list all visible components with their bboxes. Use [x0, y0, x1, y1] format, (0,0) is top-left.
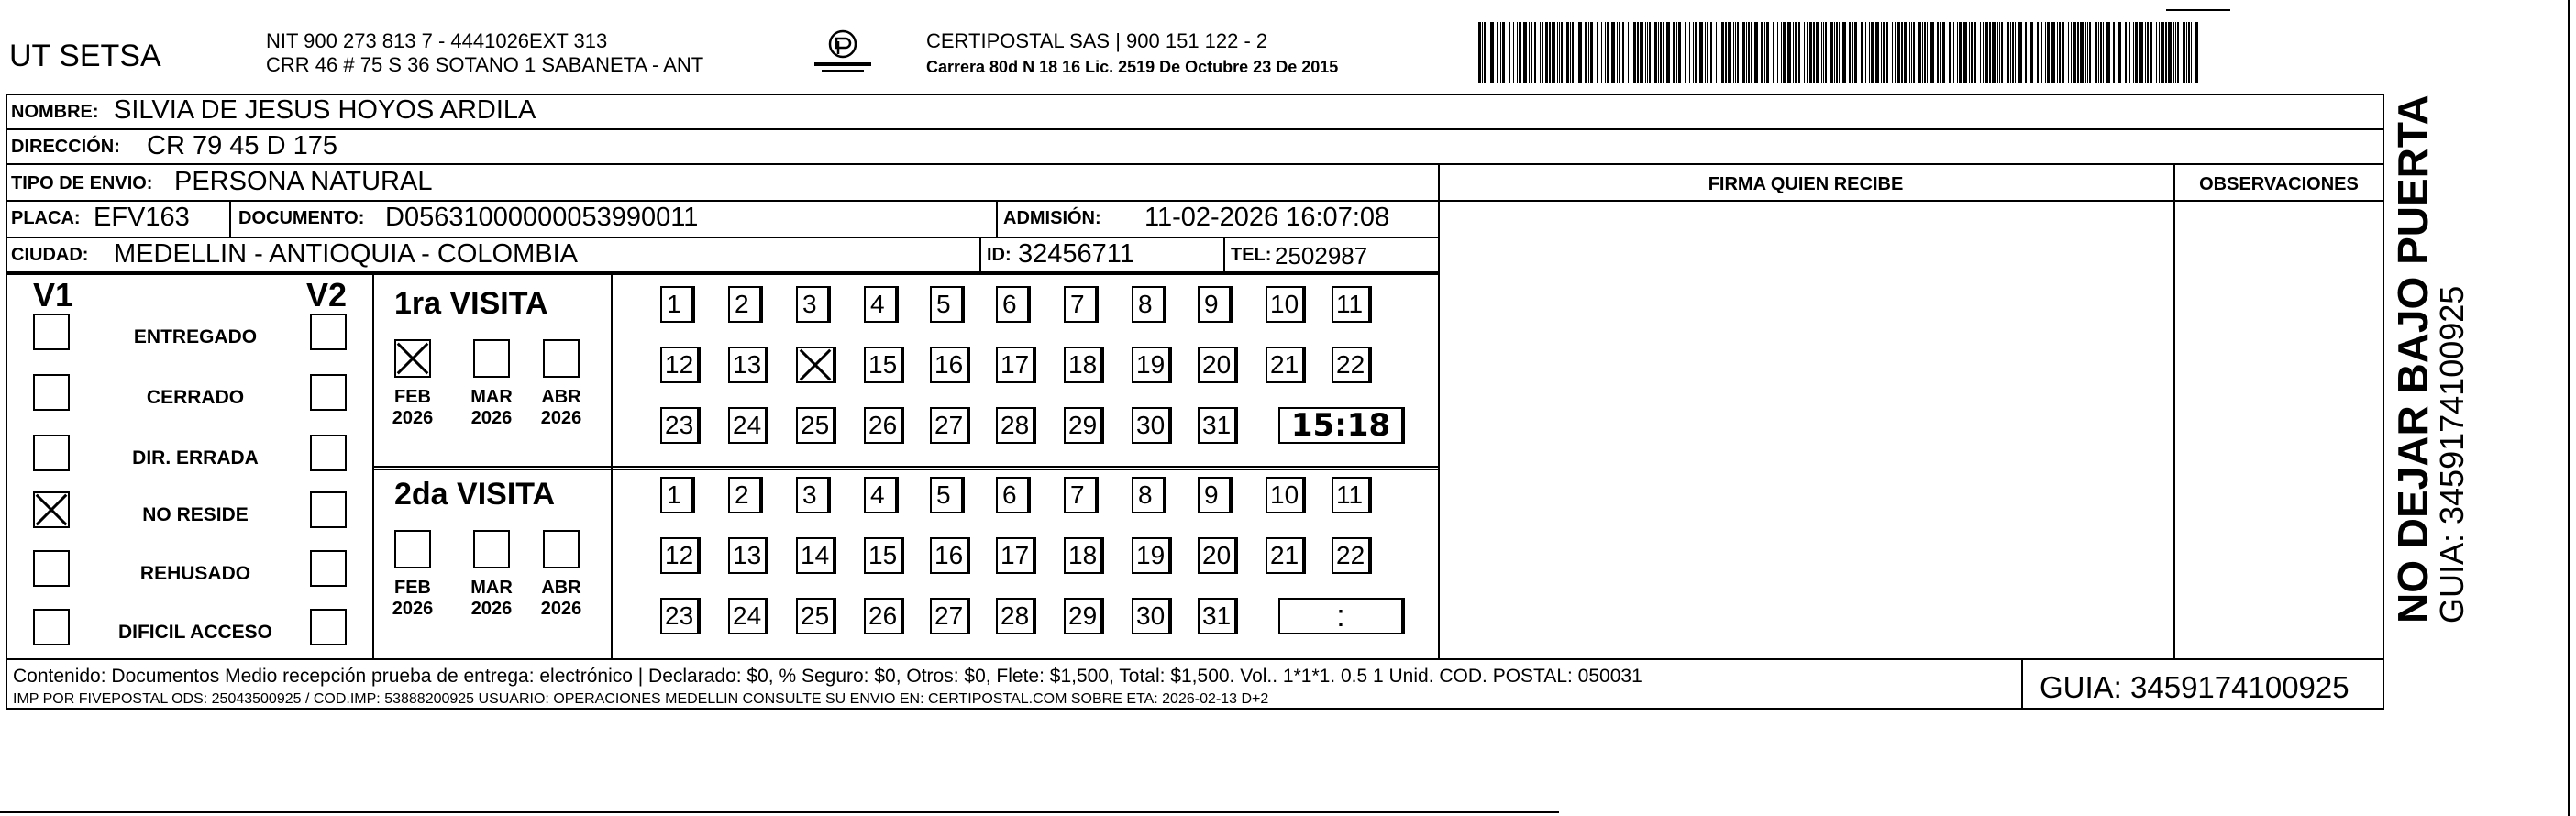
month-checkbox[interactable] [543, 339, 580, 378]
day-box[interactable]: 17 [996, 537, 1036, 574]
direccion-value: CR 79 45 D 175 [147, 131, 337, 160]
frame-right-edge [2383, 94, 2384, 710]
day-box[interactable]: 6 [996, 477, 1031, 513]
day-box[interactable]: 23 [660, 407, 701, 444]
row-divider [6, 163, 2384, 165]
day-box[interactable]: 7 [1064, 286, 1099, 323]
month-label: MAR 2026 [470, 578, 513, 619]
status-label: DIR. ERRADA [132, 447, 259, 469]
status-v2-checkbox[interactable] [310, 550, 347, 587]
id-label: ID: [987, 245, 1012, 265]
status-v1-checkbox[interactable] [33, 491, 70, 528]
day-box[interactable]: 13 [728, 537, 768, 574]
day-box[interactable]: 16 [930, 537, 970, 574]
day-box[interactable]: 8 [1132, 477, 1166, 513]
company-address: CRR 46 # 75 S 36 SOTANO 1 SABANETA - ANT [266, 53, 704, 76]
side-panel [2389, 94, 2471, 623]
certipostal-logo [811, 26, 875, 79]
month-label: MAR 2026 [470, 387, 513, 428]
side-guia: GUIA: 3459174100925 [2433, 285, 2471, 623]
month-checkbox[interactable] [543, 530, 580, 568]
column-divider [1438, 163, 1440, 658]
tipo-envio-label: TIPO DE ENVIO: [11, 173, 153, 193]
day-box[interactable]: 25 [796, 407, 836, 444]
day-box[interactable]: 26 [864, 407, 904, 444]
day-box[interactable]: 18 [1064, 347, 1104, 383]
status-v1-checkbox[interactable] [33, 374, 70, 411]
license-line: Carrera 80d N 18 16 Lic. 2519 De Octubre 23 De 2015 [926, 58, 1339, 76]
day-box[interactable]: 21 [1266, 537, 1306, 574]
day-box[interactable]: 30 [1132, 598, 1172, 634]
day-box[interactable]: 2 [728, 477, 763, 513]
placa-value: EFV163 [94, 203, 190, 232]
status-label: REHUSADO [139, 563, 251, 584]
day-box[interactable]: 12 [660, 537, 701, 574]
status-v2-checkbox[interactable] [310, 609, 347, 645]
footer-guia: GUIA: 3459174100925 [2040, 670, 2349, 704]
ciudad-label: CIUDAD: [11, 245, 89, 265]
day-box[interactable]: 22 [1332, 347, 1372, 383]
id-value: 32456711 [1018, 239, 1134, 269]
day-box[interactable]: 15 [864, 347, 904, 383]
day-box[interactable]: 27 [930, 598, 970, 634]
status-v1-checkbox[interactable] [33, 609, 70, 645]
status-v2-checkbox[interactable] [310, 491, 347, 528]
day-box[interactable]: 11 [1332, 286, 1372, 323]
admision-label: ADMISIÓN: [1003, 208, 1101, 228]
day-box[interactable]: 10 [1266, 477, 1306, 513]
day-box[interactable]: 7 [1064, 477, 1099, 513]
nombre-label: NOMBRE: [11, 102, 99, 122]
cell-divider [1223, 237, 1225, 273]
day-box[interactable]: 20 [1198, 347, 1238, 383]
day-box[interactable]: 28 [996, 407, 1036, 444]
nombre-value: SILVIA DE JESUS HOYOS ARDILA [114, 95, 536, 125]
status-v1-checkbox[interactable] [33, 314, 70, 350]
day-box[interactable]: 20 [1198, 537, 1238, 574]
cell-divider [996, 200, 998, 237]
day-box[interactable]: 26 [864, 598, 904, 634]
day-box[interactable]: 25 [796, 598, 836, 634]
documento-label: DOCUMENTO: [238, 208, 365, 228]
day-box[interactable]: 9 [1198, 286, 1233, 323]
footer-divider [6, 658, 2384, 660]
day-box[interactable]: 31 [1198, 407, 1238, 444]
cell-divider [979, 237, 981, 273]
day-box[interactable]: 4 [864, 477, 899, 513]
month-checkbox[interactable] [473, 339, 510, 378]
day-box[interactable] [796, 347, 836, 383]
page-edge-line [2568, 0, 2570, 816]
ciudad-value: MEDELLIN - ANTIOQUIA - COLOMBIA [114, 239, 578, 269]
day-box[interactable]: 1 [660, 477, 695, 513]
day-box[interactable]: 8 [1132, 286, 1166, 323]
day-box[interactable]: 4 [864, 286, 899, 323]
day-box[interactable]: 19 [1132, 537, 1172, 574]
day-box[interactable]: 5 [930, 286, 965, 323]
tipo-envio-value: PERSONA NATURAL [174, 167, 433, 196]
v1-header: V1 [33, 276, 74, 314]
day-box[interactable]: 24 [728, 598, 768, 634]
day-box[interactable]: 18 [1064, 537, 1104, 574]
month-label: ABR 2026 [540, 387, 582, 428]
status-label: ENTREGADO [133, 326, 258, 347]
tel-value: 2502987 [1275, 242, 1368, 270]
day-box[interactable]: 11 [1332, 477, 1372, 513]
status-v1-checkbox[interactable] [33, 550, 70, 587]
column-header-line [1438, 200, 2384, 202]
day-box[interactable]: 19 [1132, 347, 1172, 383]
direccion-label: DIRECCIÓN: [11, 137, 120, 157]
visit-time-box[interactable]: 15:18 [1278, 407, 1405, 444]
day-box[interactable]: 13 [728, 347, 768, 383]
nit-line: NIT 900 273 813 7 - 4441026EXT 313 [266, 29, 608, 52]
imp-line: IMP POR FIVEPOSTAL ODS: 25043500925 / COD.IMP: 53888200925 USUARIO: OPERACIONES MEDELLIN CONSULTE SU ENVIO EN: CERTIPOSTAL.COM SOBRE ETA: 2026-02-13 D+2 [13, 691, 1269, 707]
month-checkbox[interactable] [473, 530, 510, 568]
second-visit-title: 2da VISITA [394, 477, 556, 512]
admision-value: 11-02-2026 16:07:08 [1144, 203, 1390, 232]
row-divider [6, 128, 2384, 130]
status-label: NO RESIDE [142, 504, 249, 525]
status-v2-checkbox[interactable] [310, 435, 347, 471]
day-box[interactable]: 23 [660, 598, 701, 634]
row-divider [6, 273, 1440, 275]
day-box[interactable]: 29 [1064, 407, 1104, 444]
month-label: FEB 2026 [392, 578, 434, 619]
month-label: FEB 2026 [392, 387, 434, 428]
documento-value: D05631000000053990011 [385, 203, 699, 232]
day-box[interactable]: 30 [1132, 407, 1172, 444]
day-box[interactable]: 1 [660, 286, 695, 323]
company-name: UT SETSA [9, 39, 161, 73]
day-box[interactable]: 16 [930, 347, 970, 383]
month-label: ABR 2026 [540, 578, 582, 619]
tel-label: TEL: [1231, 245, 1272, 265]
day-box[interactable]: 29 [1064, 598, 1104, 634]
day-box[interactable]: 2 [728, 286, 763, 323]
observaciones-header: OBSERVACIONES [2199, 174, 2359, 194]
v2-header: V2 [306, 276, 348, 314]
status-v2-checkbox[interactable] [310, 314, 347, 350]
visit-row-divider [372, 466, 1440, 468]
visit-row-divider [372, 469, 1440, 470]
contenido-line: Contenido: Documentos Medio recepción prueba de entrega: electrónico | Declarado: $0, % Seguro: $0, Otros: $0, Flete: $1,500, Total: $1,500. Vol.. 1*1*1. 0.5 1 Unid. COD. POSTAL: 050031 [13, 666, 1642, 687]
day-box[interactable]: 5 [930, 477, 965, 513]
month-checkbox[interactable] [394, 339, 431, 378]
page-edge-line [0, 811, 1559, 813]
firma-header: FIRMA QUIEN RECIBE [1708, 174, 1904, 194]
placa-label: PLACA: [11, 208, 81, 228]
day-box[interactable]: 10 [1266, 286, 1306, 323]
day-box[interactable]: 12 [660, 347, 701, 383]
month-checkbox[interactable] [394, 530, 431, 568]
cell-divider [229, 200, 231, 237]
day-box[interactable]: 21 [1266, 347, 1306, 383]
status-label: DIFICIL ACCESO [117, 622, 272, 643]
visit-time-box[interactable]: : [1278, 598, 1405, 634]
day-box[interactable]: 22 [1332, 537, 1372, 574]
corner-mark [2166, 9, 2230, 11]
day-box[interactable]: 17 [996, 347, 1036, 383]
day-box[interactable]: 24 [728, 407, 768, 444]
day-box[interactable]: 31 [1198, 598, 1238, 634]
status-label: CERRADO [146, 387, 245, 408]
day-box[interactable]: 28 [996, 598, 1036, 634]
column-divider [2173, 163, 2175, 658]
status-v2-checkbox[interactable] [310, 374, 347, 411]
day-box[interactable]: 15 [864, 537, 904, 574]
no-dejar-warning: NO DEJAR BAJO PUERTA [2389, 94, 2437, 623]
day-box[interactable]: 14 [796, 537, 836, 574]
first-visit-title: 1ra VISITA [394, 286, 548, 321]
barcode [1478, 22, 2203, 83]
day-box[interactable]: 3 [796, 477, 831, 513]
day-box[interactable]: 27 [930, 407, 970, 444]
footer-cell-divider [2021, 658, 2023, 710]
status-v1-checkbox[interactable] [33, 435, 70, 471]
day-box[interactable]: 6 [996, 286, 1031, 323]
day-box[interactable]: 9 [1198, 477, 1233, 513]
day-box[interactable]: 3 [796, 286, 831, 323]
courier-line: CERTIPOSTAL SAS | 900 151 122 - 2 [926, 29, 1268, 52]
